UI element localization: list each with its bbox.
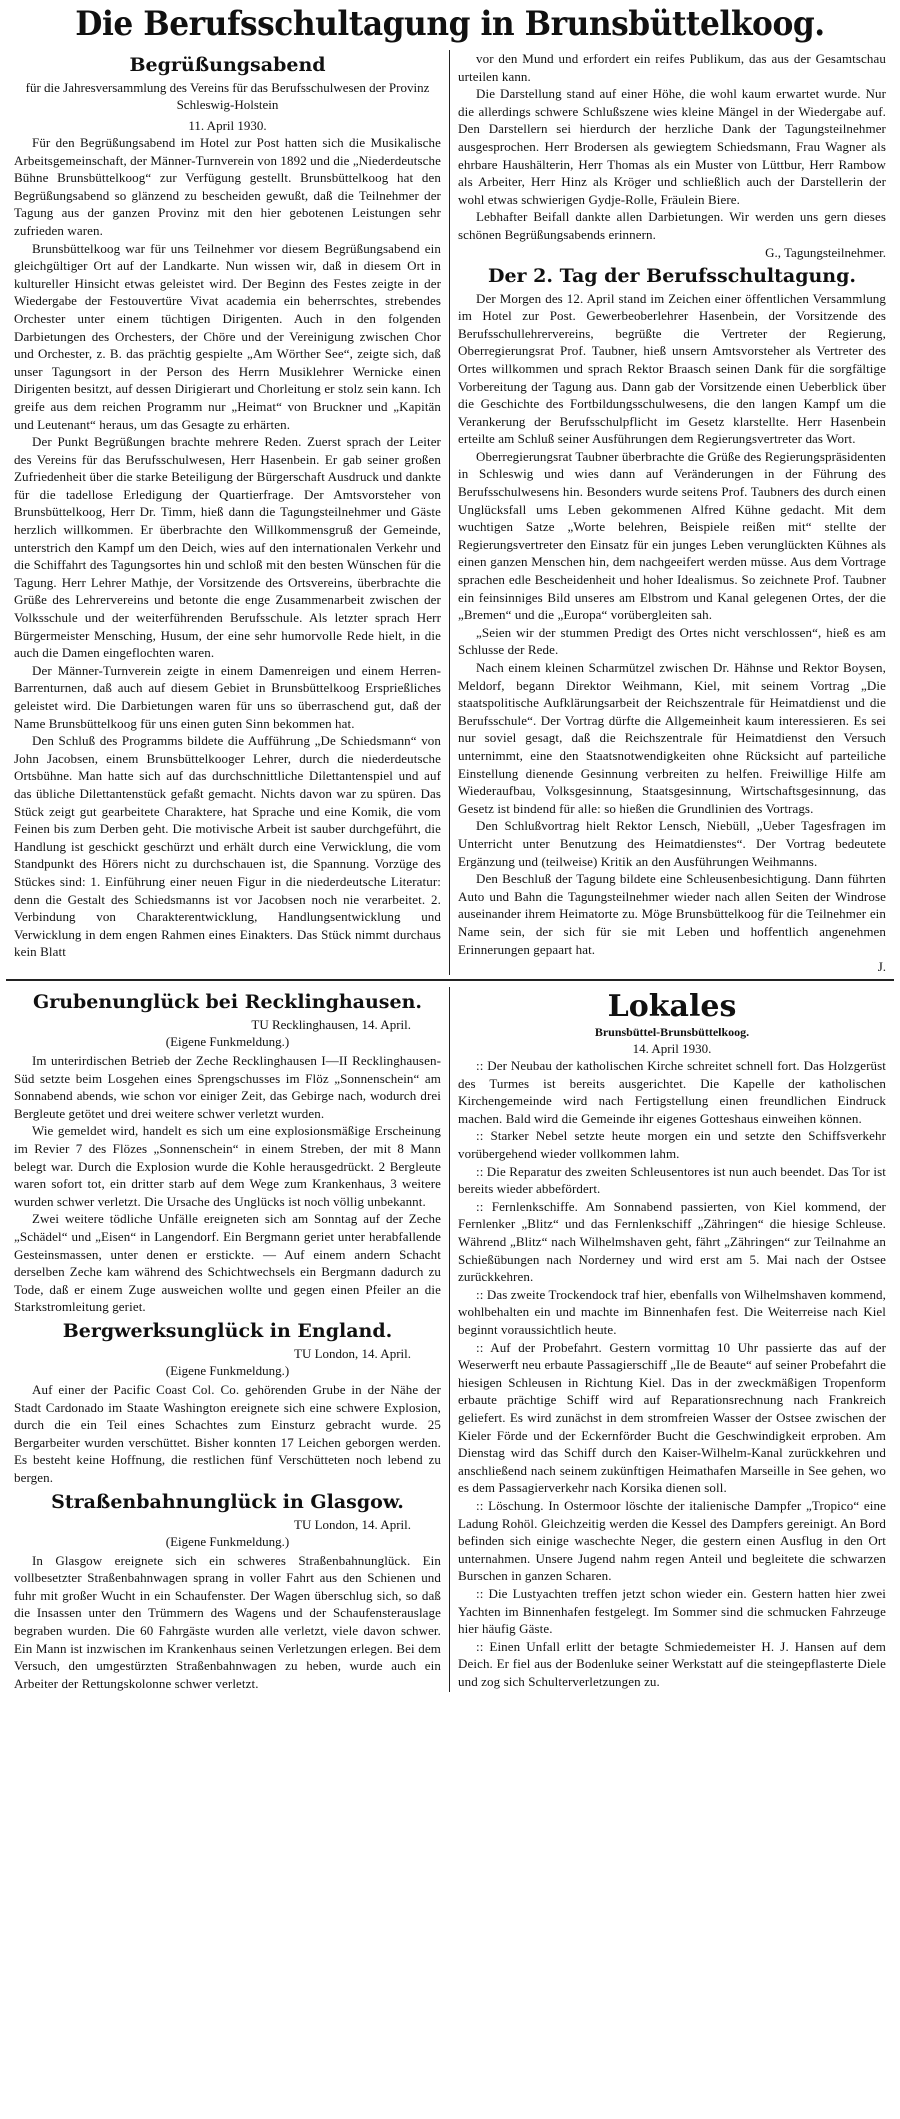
paragraph: :: Die Reparatur des zweiten Schleusentores ist nun auch beendet. Das Tor ist bereits wieder abbefördert. [458,1163,886,1197]
article-signature: J. [877,959,886,975]
article-source: (Eigene Funkmeldung.) [165,1533,290,1549]
section-heading-lokales: Lokales [607,989,737,1025]
paragraph: Den Beschluß der Tagung bildete eine Schleusenbesichtigung. Dann führten Auto und Bahn die Tagungsteilnehmer wieder nach allen Seiten der Windrose auseinander ihrem Heimatorte zu. Möge Brunsbüttelkoog für die Teilnehmer ein Name sein, der sich für sie mit Leben und hoffentlich angenehmen Erinnerungen gepaart hat. [458,871,886,957]
article-body-continued [458,50,886,244]
paragraph: :: Der Neubau der katholischen Kirche schreitet schnell fort. Das Holzgerüst des Turmes ist bereits ausgerichtet. Die Kapelle der katholischen Kirchengemeinde wird nach Fertigstellung einen freundlichen Eindruck machen. Bald wird die Gemeinde ihr eigenes Gotteshaus einweihen können. [458,1058,886,1126]
paragraph: :: Starker Nebel setzte heute morgen ein und setzte den Schiffsverkehr vorübergehend wieder vollkommen lahm. [458,1128,886,1162]
news-column [6,987,450,1692]
article-dateline: TU London, 14. April. [294,1516,411,1532]
paragraph: Auf einer der Pacific Coast Col. Co. gehörenden Grube in der Nähe der Stadt Cardonado im Staate Washington ereignete sich eine schwere Explosion, durch die ein Teil eines Schachtes zum Einsturz gebracht wurde. 25 Bergarbeiter wurden verschüttet. Bisher konnten 17 Leichen geborgen werden. Es besteht keine Hoffnung, die restlichen fünf Verschütteten noch lebend zu bergen. [14,1382,441,1485]
lokales-column [450,987,894,1692]
article-heading: Straßenbahnunglück in Glasgow. [51,1490,404,1513]
paragraph: Den Schluß des Programms bildete die Aufführung „De Schiedsmann“ von John Jacobsen, einem Brunsbüttelkooger Lehrer, durch die niederdeutsche Ortsbühne. Man hatte sich auf das durchschnittliche Dilettantenspiel und auf das übliche Dilettantenstück gefaßt gemacht. Nichts davon war zu spüren. Das Stück zeigt gut gearbeitete Charaktere, hat Sprache und eine Komik, die vom Feinen bis zum Derben geht. Die motivische Arbeit ist sauber durchgeführt, die Handlung ist geschickt geschürzt und erhält durch eine Verwicklung, die vom Standpunkt des Hörers nicht zu durchschauen ist, die Spannung. Vorzüge des Stückes sind: 1. Einführung einer neuen Figur in die niederdeutsche Literatur: denn die Gestalt des Schiedsmanns ist vor Jacobsen noch nie verarbeitet. 2. Verbindung von Charakterentwicklung, Handlungsentwicklung und Verwicklung in dem engen Rahmen eines Einakters. Das Stück nimmt durchaus kein Blatt [14,733,441,960]
paragraph: Den Schlußvortrag hielt Rektor Lensch, Niebüll, „Ueber Tagesfragen im Unterricht unter Benutzung des Heimatdienstes“. Der Vortrag bedeutete Ergänzung und (teilweise) Kritik an den Ausführungen Weihmanns. [458,818,886,869]
paragraph: Die Darstellung stand auf einer Höhe, die wohl kaum erwartet wurde. Nur die allerdings schwere Schlußszene wies kleine Mängel in der Wiedergabe auf. Den Darstellern sei hierdurch der herzliche Dank der Tagungsteilnehmer ausgesprochen. Herr Brodersen als gewiegtem Schiedsmann, Frau Wagner als ehrbare Haushälterin, Herr Thomas als ein Muster von Lüttbur, Herr Rambow als Arbeiter, Herr Hinz als Kröger und schließlich auch der Darstellerin der wohl etwas schwierigen Gydje-Rolle, Fräulein Biere. [458,86,886,207]
paragraph: Lebhafter Beifall dankte allen Darbietungen. Wir werden uns gern dieses schönen Begrüßungsabends erinnern. [458,209,886,242]
bottom-section [6,987,894,1692]
article-source: (Eigene Funkmeldung.) [165,1034,290,1050]
paragraph: :: Einen Unfall erlitt der betagte Schmiedemeister H. J. Hansen auf dem Deich. Er fiel aus der Bodenluke seiner Werkstatt auf die steingepflasterte Diele und zog sich Schulterverletzungen zu. [458,1638,886,1689]
article-body [14,1052,441,1316]
article-body [14,1552,441,1693]
paragraph: :: Fernlenkschiffe. Am Sonnabend passierten, von Kiel kommend, der Fernlenker „Blitz“ und das Fernlenkschiff „Zähringen“ die hiesige Schleuse. Während „Blitz“ nach Wilhelmshaven geht, fährt „Zähringen“ zur Teilnahme an Schießübungen nach Norderney und wird erst am 5. Mai nach der Ostsee zurückkehren. [458,1198,886,1285]
right-column-top [450,50,894,975]
top-section [6,50,894,975]
article-heading: Der 2. Tag der Berufsschultagung. [487,264,857,287]
paragraph: Im unterirdischen Betrieb der Zeche Recklinghausen I—II Recklinghausen-Süd setzte beim Losgehen eines Sprengschusses im Flöz „Sonnenschein“ am Sonnabend abends, wie schon vor einiger Zeit, das Gebirge nach, wodurch drei Bergleute getötet und drei weitere schwer verletzt wurden. [14,1053,441,1121]
article-heading: Begrüßungsabend [129,54,326,76]
paragraph: Oberregierungsrat Taubner überbrachte die Grüße des Regierungspräsidenten in Schleswig und wies dann auf Veränderungen in der Führung des Berufsschulwesens hin. Besonders wurde seitens Prof. Taubners des durch einen Unglücksfall ums Leben gekommenen Alfred Kühne gedacht. Mit dem wuchtigen Satze „Worte belehren, Beispiele reißen mit“ stellte der Regierungsvertreter den Einsatz für ein junges Leben verunglückten Kühnes als einen ganzen Menschen hin, dem nachgeeifert werden müsse. Aus dem Vortrage sprachen edle Bescheidenheit und hoher Idealismus. So zeichnete Prof. Taubner ein feinsinniges Bild unseres am Elbstrom und Kanal gelegenen Ortes, der die „Bremen“ und die „Europa“ vorübergleiten sah. [458,448,886,623]
paragraph: :: Löschung. In Ostermoor löschte der italienische Dampfer „Tropico“ eine Ladung Rohöl. Gleichzeitig werden die Kessel des Dampfers gereinigt. An Bord befinden sich einige waschechte Neger, die gestern einen Ausflug in den Ort unternahmen. Unsere Jugend nahm regen Anteil und begleitete die schwarzen Burschen in ganzen Scharen. [458,1497,886,1584]
local-news-items [458,1057,886,1690]
paragraph: Der Morgen des 12. April stand im Zeichen einer öffentlichen Versammlung im Hotel zur Post. Gewerbeoberlehrer Hasenbein, der Vorsitzende des Berufsschullehrervereins, begrüßte die Vertreter der Regierung, Oberregierungsrat Prof. Taubner, hieß unsern Amtsvorsteher als Vertreter des Ortes willkommen und sprach Rektor Braasch seinen Dank für die sorgfältige Vorbereitung der Tagung aus. Dann gab der Vorsitzende einen Ueberblick über die Geschichte des Fortbildungsschulwesens, die den langen Kampf um die Verankerung der Berufsschulpflicht im Gesetz klarstellte. Herr Hasenbein erteilte am Schluß seiner Ausführungen dem Regierungsvertreter das Wort. [458,290,886,447]
article-body [14,134,441,961]
article-body [458,290,886,959]
article-signature: G., Tagungsteilnehmer. [765,244,886,260]
article-dateline: TU Recklinghausen, 14. April. [251,1017,411,1033]
paragraph: In Glasgow ereignete sich ein schweres Straßenbahnunglück. Ein vollbesetzter Straßenbahnwagen sprang in voller Fahrt aus den Schienen und fuhr mit großer Wucht in ein Schaufenster. Der Wagen überschlug sich, so daß die Insassen unter den Trümmern des Wagens und der Schaufensterauslage begraben wurden. Die 60 Fahrgäste wurden alle verletzt, viele davon schwer. Ein Mann ist inzwischen im Krankenhaus seinen Verletzungen erlegen. Bei dem Versuch, den umgestürzten Straßenbahnwagen zu heben, wurde auch ein Arbeiter der Rettungskolonne schwer verletzt. [14,1552,441,1691]
paragraph: Wie gemeldet wird, handelt es sich um eine explosionsmäßige Erscheinung im Revier 7 des Flözes „Sonnenschein“ in einem Streben, der mit 8 Mann belegt war. Durch die Explosion wurde die Kohle herausgedrückt. 2 Bergleute waren sofort tot, ein dritter starb auf dem Wege zum Krankenhaus, 3 weitere wurden schwer verletzt. Die Ursache des Unglücks ist noch völlig unbekannt. [14,1123,441,1209]
article-begruessungsabend [6,50,450,975]
article-subtitle: für die Jahresversammlung des Vereins für das Berufsschulwesen der Provinz Schleswig-Holstein [25,80,430,112]
paragraph: Brunsbüttelkoog war für uns Teilnehmer vor diesem Begrüßungsabend ein gleichgültiger Ort auf der Landkarte. Nun wissen wir, daß in diesem Ort in kultureller Hinsicht etwas geleistet wird. Der Beginn des Festes zeigte in der Wiedergabe der Festouvertüre Vivat academia ein beherrschtes, strebendes Orchester unter einem tüchtigen Dirigenten. Auch in den folgenden Darbietungen des Orchesters, der Chöre und der Vereinigung zwischen Chor und Orchester, z. B. das prächtig gespielte „Am Wörther See“, zeigte sich, daß unser Tagungsort in der Person des Herrn Musiklehrer Wernicke einen Dirigenten besitzt, auf dessen Dirigierart und Chorleitung er stolz sein kann. Ich greife aus dem reichen Programm nur „Heimat“ von Bruckner und „Kapitän und Leutenant“ heraus, um das Gesagte zu erhärten. [14,240,441,432]
paragraph: :: Das zweite Trockendock traf hier, ebenfalls von Wilhelmshaven kommend, wohlbehalten ein und machte im Binnenhafen fest. Die Weiterreise nach Kiel beginnt voraussichtlich heute. [458,1286,886,1337]
section-date: 14. April 1930. [632,1041,712,1057]
page-title: Die Berufsschultagung in Brunsbüttelkoog. [75,4,825,44]
paragraph: :: Die Lustyachten treffen jetzt schon wieder ein. Gestern hatten hier zwei Yachten im Binnenhafen festgelegt. Im Sommer sind die schmucken Fahrzeuge hier häufig Gäste. [458,1585,886,1637]
paragraph: :: Auf der Probefahrt. Gestern vormittag 10 Uhr passierte das auf der Weserwerft neu erbaute Passagierschiff „Ile de Beaute“ auf seiner Probefahrt die hiesigen Schleusen in Richtung Kiel. Das in der zweckmäßigen Tropenform erbaute prächtige Schiff wird auf Reparationsrechnung nach Frankreich geliefert. Es wird zunächst in dem stromfreien Wasser der Ostsee zwischen der Kieler Förde und der Eckernförder Bucht die Geschwindigkeit erproben. Am Dienstag wird das Schiff durch den Kaiser-Wilhelm-Kanal zurückkehren und anschließend nach seinem zukünftigen Heimathafen Marseille in See gehen, wo es dem Passagierverkehr nach Korsika dienen soll. [458,1339,886,1496]
paragraph: Nach einem kleinen Scharmützel zwischen Dr. Hähnse und Rektor Boysen, Meldorf, begann Direktor Weihmann, Kiel, mit seinem Vortrag „Die staatspolitische Aufklärungsarbeit der Reichszentrale für Heimatdienst und die Berufsschule“. Der Vortrag dürfte die Allgemeinheit kaum interessieren. Es sei nur soviel gesagt, daß die Reichszentrale für Heimatdienst den Versuch unternimmt, eine den Staatsnotwendigkeiten ohne Rücksicht auf parteiliche Einstellung dienende Gesinnung verbreiten zu helfen. Freiwillige Hilfe am Wiederaufbau, Volksgesinnung, Staatsgesinnung, Wirtschaftsgesinnung, das Gesetz ist bindend für alle: so hießen die Grundlinien des Vortrags. [458,660,886,816]
paragraph: Für den Begrüßungsabend im Hotel zur Post hatten sich die Musikalische Arbeitsgemeinschaft, der Männer-Turnverein von 1892 und die „Niederdeutsche Bühne Brunsbüttelkoog“ zur Verfügung gestellt. Brunsbüttelkoog hat den Begrüßungsabend so glänzend zu bescheiden gewußt, daß die Teilnehmer der Tagung aus der ganzen Provinz mit den hier gebotenen Leistungen sehr zufrieden waren. [14,135,441,238]
article-heading: Grubenunglück bei Recklinghausen. [32,991,423,1014]
paragraph: Der Punkt Begrüßungen brachte mehrere Reden. Zuerst sprach der Leiter des Vereins für das Berufsschulwesen, Herr Hasenbein. Er gab seiner großen Zufriedenheit über die starke Beteiligung der Bürgerschaft Ausdruck und dankte für die tadellose Erledigung der Quartierfrage. Der Amtsvorsteher von Brunsbüttelkoog, Herr Dr. Timm, hieß dann die Tagungsteilnehmer und Gäste herzlich willkommen. Er überbrachte den Willkommensgruß der Gemeinde, unterstrich den Kampf um den Deich, wies auf den internationalen Verkehr und die Schiffahrt des Tagungsortes hin und schloß mit den besten Wünschen für die Tagung. Herr Lehrer Mathje, der Vorsitzende des Ortsvereins, überbrachte die Grüße des Lehrervereins und betonte die enge Zusammenarbeit zwischen der Volksschule und der weiterführenden Berufsschule. Als letzter sprach Herr Bürgermeister Mensching, Husum, der eine sehr humorvolle Rede hielt, in die auch die Damen eingeflochten waren. [14,434,441,661]
article-dateline: TU London, 14. April. [294,1346,411,1361]
paragraph: Zwei weitere tödliche Unfälle ereigneten sich am Sonntag auf der Zeche „Schädel“ und „Eisen“ in Langendorf. Ein Bergmann geriet unter herabfallende Gesteinsmassen, unter denen er erstickte. — Auf einem andern Schacht derselben Zeche kam während des Schichtwechsels ein Bergmann dadurch zu Tode, daß er einem Zuge ausweichen wollte und gegen einen Pfeiler an die Starkstromleitung geriet. [14,1211,441,1315]
article-heading: Bergwerksunglück in England. [62,1320,393,1342]
section-divider [6,979,894,981]
paragraph: vor den Mund und erfordert ein reifes Publikum, das aus der Gesamtschau urteilen kann. [458,51,886,84]
article-body [14,1381,441,1487]
article-source: (Eigene Funkmeldung.) [165,1363,290,1378]
article-date: 11. April 1930. [188,118,267,133]
paragraph: „Seien wir der stummen Predigt des Ortes nicht verschlossen“, hieß es am Schlusse der Rede. [458,624,886,658]
paragraph: Der Männer-Turnverein zeigte in einem Damenreigen und einem Herren-Barrenturnen, daß auch auf diesem Gebiet in Brunsbüttelkoog Ersprießliches geleistet wird. Die Darbietungen waren für uns so überraschend gut, daß der Name Brunsbüttelkoog für uns einen guten Sinn bekommen hat. [14,662,441,731]
section-place: Brunsbüttel-Brunsbüttelkoog. [594,1025,750,1040]
